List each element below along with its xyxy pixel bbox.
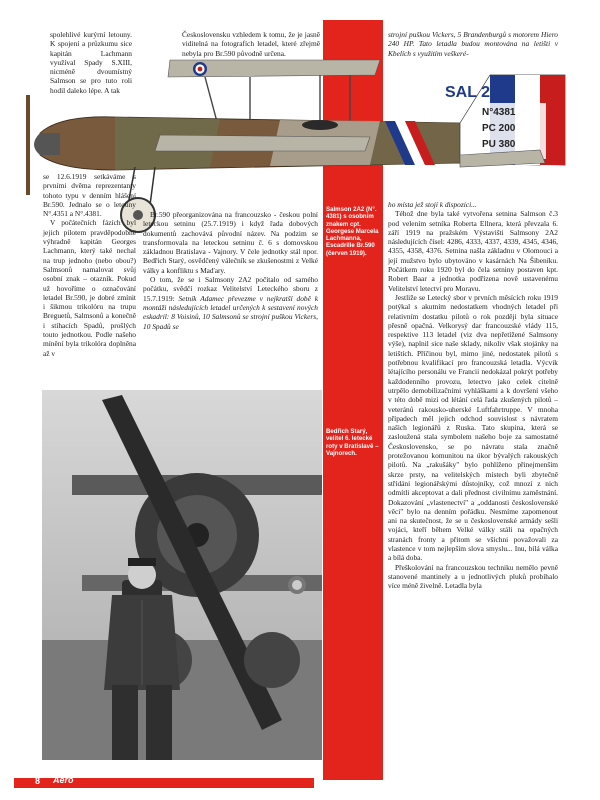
tail-type-code: SAL 2A2	[445, 84, 511, 101]
italic-quote: strojní puškou Vickers, 5 Brandenburgů s motorem Hiero 240 HP. Tato letadla budou montována na letišti v Kbelích s využitím veškeré-	[388, 30, 558, 58]
page-number: 8	[35, 776, 41, 786]
plane-caption: Salmson 2A2 (N°. 4381) s osobním znakem cpt. Georgese Marcela Lachmanna, Escadrille Br.590 (červen 1919).	[326, 206, 379, 257]
paragraph: Přeškolování na francouzskou techniku nemělo pevně stanovené mantinely a u jednotlivých pluků probíhalo více méně živelně. Letadla byla	[388, 562, 558, 591]
tail-pu-label: PU 380	[482, 139, 516, 150]
text-column-left	[43, 172, 136, 358]
text-column-right	[388, 200, 558, 590]
engine-cowling	[34, 133, 60, 155]
italic-quote: Setník Adamec převezme v nejkratší době k montáži následujících letadel určených k sestavení nových eskadril: 8 Voisinů, 10 Salmsonů se strojní puškou Vickers, 10 Spadů se	[143, 293, 318, 331]
paragraph: se 12.6.1919 setkáváme s prvními dvěma reprezentanty tohoto typu v denním hlášení Br.590. Jednalo se o letouny N°.4351 a N°.4381.	[43, 172, 136, 219]
paragraph: Československu vzhledem k tomu, že je jasně viditelná na fotografích letadel, které zřejmě nebyla pro Br.590 původně určena.	[182, 30, 320, 58]
paragraph-italic	[388, 30, 558, 58]
paragraph-lead: O tom, že se i Salmsony 2A2 počítalo od samého počátku, svědčí rozkaz Velitelství Leteckého sboru z 15.7.1919:	[143, 275, 318, 303]
paragraph: Jestliže se Letecký sbor v prvních měsících roku 1919 potýkal s akutním nedostatkem vhodných letadel při relativním dostatku pilotů o rok později byla situace přesně opačná. Velkorysý dar francouzské vlády 115, respektive 113 letadel (viz dva nepřetížené Salmsony výše), naplnil sice naše sklady, nikoliv však stojánky na letištích. Příčinou byl, mimo jiné, nedostatek pilotů s potřebnou kvalifikací pro francouzská letadla. Výcvik létajícího personálu ve Francii nedokázal pokrýt potřeby každodenního provozu, letectvo jako celek citelně utrpělo demobilizačními vyhláškami a k dovršení všeho v této době mizí od létání celá řada zkušených pilotů – veteránů rakousko-uherské Luftfahrtruppe. V mnoha případech měl jejich odchod souvislost s návratem našich legionářů z Ruska. Tato skupina, která se zasloužená stala symbolem našeho boje za samostatné Československo, se po návratu stala značně protežovanou komunitou na úkor bývalých rakouských pilotů. Na „rakušáky" bylo pohlíženo přinejmenším skrze prsty, na velitelských místech byli zbytečně střídáni legionářskými důstojníky, což mnozí z nich odmítli akceptovat a dali přednost civilnímu zaměstnání. Dokazování „vlastenectví" a „oddanosti československé věci" bylo na denním pořádku. Nesmíme zapomenout ani na skutečnost, že se u československé armády sešli vojáci, kteří během Velké války stáli na opačných stranách fronty a přitom se všichni považovali za vlastence v tom nejlepším slova smyslu... Inu, bílá válka a bílá doba.	[388, 292, 558, 563]
text-column-middle	[143, 210, 318, 331]
paragraph: V počátečních fázích byl jejich pilotem pravděpodobně výhradně kapitán Georges Lachmann, který také nechal na trup jednoho (nebo obou?) Salmsonů namalovat svůj osobní znak – otazník. Pokud už hovoříme o označování letadel Br.590, je dobré zmínit i šikmou trikolóru na trupu Breguetů, Salmsonů a konečně i stíhacích Spadů, prošlých touto jednotkou. Podle našeho mínění byla trikolóra doplněna až v	[43, 218, 136, 358]
page-footer	[0, 770, 600, 800]
photo-caption: Bedřich Starý, velitel 6. letecké roty v Bratislavě – Vajnorech.	[326, 428, 379, 457]
tail-serial: N°4381	[482, 107, 516, 118]
tail-pc-label: PC 200	[482, 123, 516, 134]
magazine-logo: Aero	[53, 775, 74, 785]
paragraph: Téhož dne byla také vytvořena setnina Salmson č.3 pod velením setníka Roberta Ellnera, která převzala 6. září 1919 na pražském Výstavišti Salmsony 2A2 následujících čísel: 4286, 4333, 4337, 4339, 4345, 4346, 4355, 4358, 4376. Setnina našla základnu v Olomouci a její mužstvo bylo ubytováno v kasárnách Na Šibeníku. Počátkem roku 1920 byl do čela setniny postaven kpt. Robert Baar a jednotka podřízena nově ustavenému Velitelství letectví pro Moravu.	[388, 209, 558, 293]
paragraph: spolehlivé kurýrní letouny. K spojení a průzkumu sice kapitán Lachmann využíval Spady S.XIII, nicméně dvoumístný Salmson se pro tuto roli hodil daleko lépe. A tak	[50, 30, 132, 95]
italic-quote: ho místa jež stojí k dispozici...	[388, 200, 477, 209]
propeller	[26, 95, 30, 195]
text-column-top-right	[388, 30, 558, 58]
historical-photo	[42, 390, 322, 760]
paragraph	[143, 275, 318, 331]
lower-wing	[155, 135, 370, 151]
paragraph-italic	[388, 200, 558, 209]
paragraph: Br.590 přeorganizována na francouzsko - českou polní leteckou setninu (25.7.1919) i když řada dobových dokumentů zachovává původní název. Na podzim se transformovala na leteckou setninu č. 6 s domovskou základnou Bratislava - Vajnory. V čele jednotky stál npor. Bedřich Starý, osvědčený válečník se zkušenostmi z Velké války a konfliktu s Maďary.	[143, 210, 318, 275]
